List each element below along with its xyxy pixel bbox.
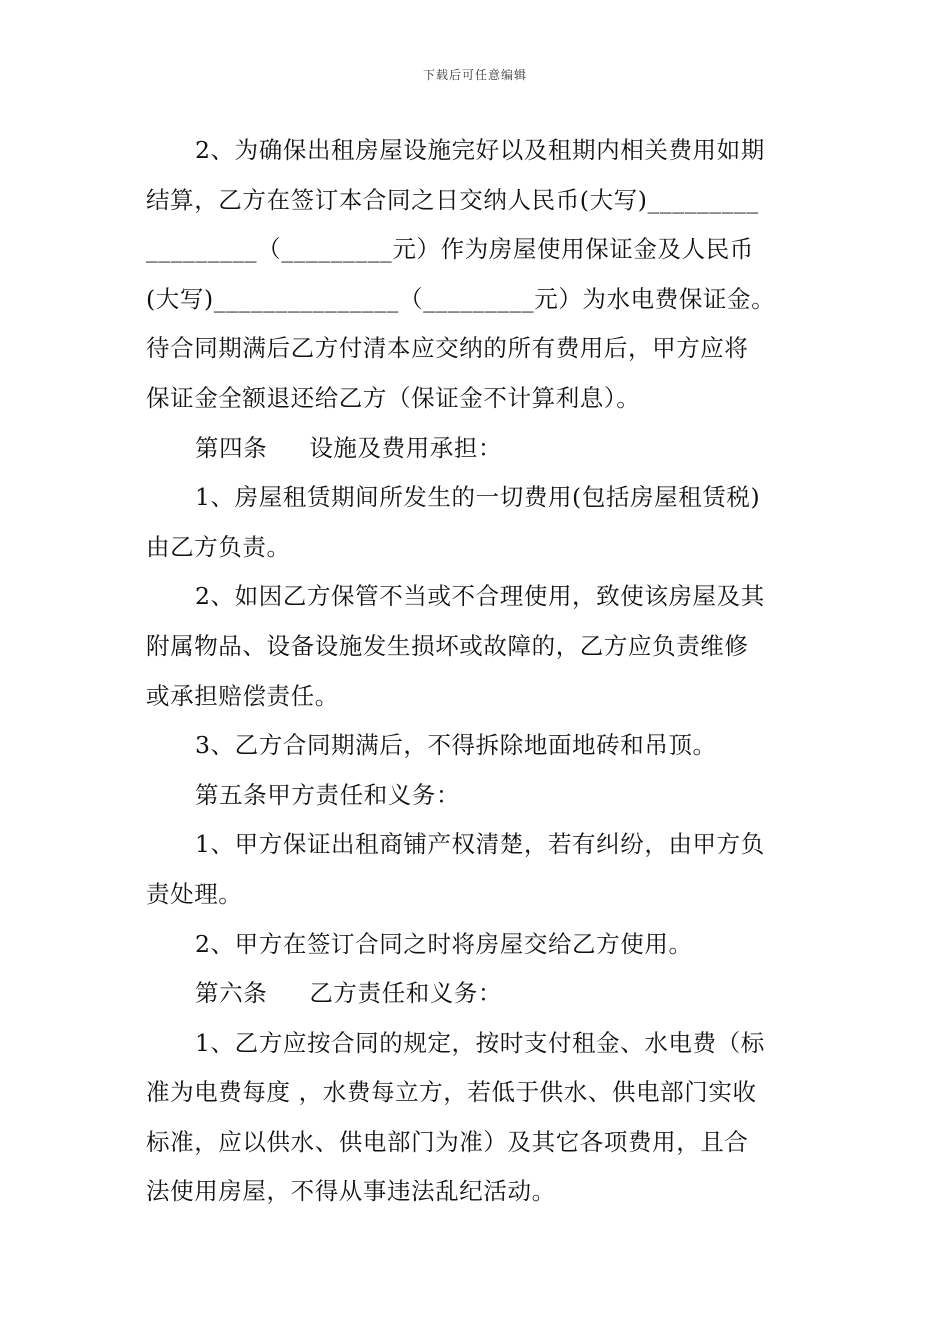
paragraph-line: 结算，乙方在签订本合同之日交纳人民币(大写)_________ xyxy=(146,185,759,214)
paragraph-line: (大写)_______________（_________元）为水电费保证金。 xyxy=(146,284,776,313)
paragraph-line: 1、乙方应按合同的规定，按时支付租金、水电费（标 xyxy=(195,1028,765,1057)
paragraph-line: 标准，应以供水、供电部门为准）及其它各项费用，且合 xyxy=(146,1127,749,1156)
article-title: 设施及费用承担： xyxy=(309,433,503,462)
section-heading-article-6 xyxy=(146,969,810,1019)
paragraph-line: 准为电费每度 ，水费每立方，若低于供水、供电部门实收 xyxy=(146,1078,757,1107)
paragraph-line: 3、乙方合同期满后，不得拆除地面地砖和吊顶。 xyxy=(195,731,717,760)
page-header-note: 下载后可任意编辑 xyxy=(422,68,527,82)
article-number: 第四条 xyxy=(195,433,268,462)
paragraph-line: 由乙方负责。 xyxy=(146,532,291,561)
paragraph-line: 待合同期满后乙方付清本应交纳的所有费用后，甲方应将 xyxy=(146,334,749,363)
paragraph-line: _________（_________元）作为房屋使用保证金及人民币 xyxy=(146,235,754,264)
paragraph-line: 法使用房屋，不得从事违法乱纪活动。 xyxy=(146,1177,556,1206)
article-number: 第六条 xyxy=(195,979,268,1008)
paragraph-line: 保证金全额退还给乙方（保证金不计算利息）。 xyxy=(146,383,641,412)
paragraph-line: 2、如因乙方保管不当或不合理使用，致使该房屋及其 xyxy=(195,582,765,611)
paragraph-line: 2、甲方在签订合同之时将房屋交给乙方使用。 xyxy=(195,929,693,958)
paragraph-line: 1、甲方保证出租商铺产权清楚，若有纠纷，由甲方负 xyxy=(195,830,765,859)
paragraph-line: 或承担赔偿责任。 xyxy=(146,681,339,710)
paragraph-line: 1、房屋租赁期间所发生的一切费用(包括房屋租赁税) xyxy=(195,483,761,512)
document-body xyxy=(146,126,810,1217)
paragraph-line: 附属物品、设备设施发生损坏或故障的，乙方应负责维修 xyxy=(146,631,749,660)
paragraph-line: 2、为确保出租房屋设施完好以及租期内相关费用如期 xyxy=(195,136,765,164)
paragraph-line: 责处理。 xyxy=(146,879,243,908)
section-heading-article-5: 第五条甲方责任和义务： xyxy=(195,780,461,809)
article-title: 乙方责任和义务： xyxy=(309,979,503,1008)
section-heading-article-4 xyxy=(146,424,810,474)
